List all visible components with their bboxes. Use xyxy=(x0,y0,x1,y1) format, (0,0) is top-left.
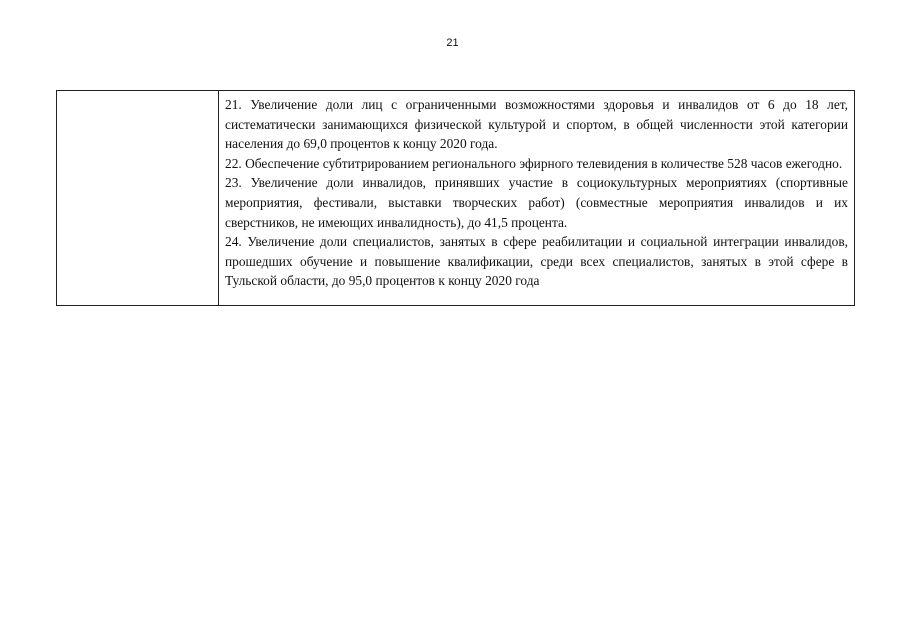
table-right-cell xyxy=(219,91,854,305)
table-left-cell xyxy=(57,91,219,305)
target-item-22: 22. Обеспечение субтитрированием регионального эфирного телевидения в количестве 528 часов ежегодно. xyxy=(225,155,843,171)
target-item-21: 21. Увеличение доли лиц с ограниченными возможностями здоровья и инвалидов от 6 до 18 лет, систематически занимающихся физической культурой и спортом, в общей численности этой категории населения до 69,0 процентов к концу 2020 года. xyxy=(225,97,848,152)
target-item-24: 24. Увеличение доли специалистов, занятых в сфере реабилитации и социальной интеграции инвалидов, прошедших обучение и повышение квалификации, среди всех специалистов, занятых в этой сфере в Тульской области, до 95,0 процентов к концу 2020 года xyxy=(225,234,848,289)
targets-table xyxy=(56,90,855,306)
target-item-23: 23. Увеличение доли инвалидов, принявших участие в социокультурных мероприятиях (спортивные мероприятия, фестивали, выставки творческих работ) (совместные мероприятия инвалидов и их сверстников, не имеющих инвалидность), до 41,5 процента. xyxy=(225,175,848,230)
page-number: 21 xyxy=(446,37,459,49)
